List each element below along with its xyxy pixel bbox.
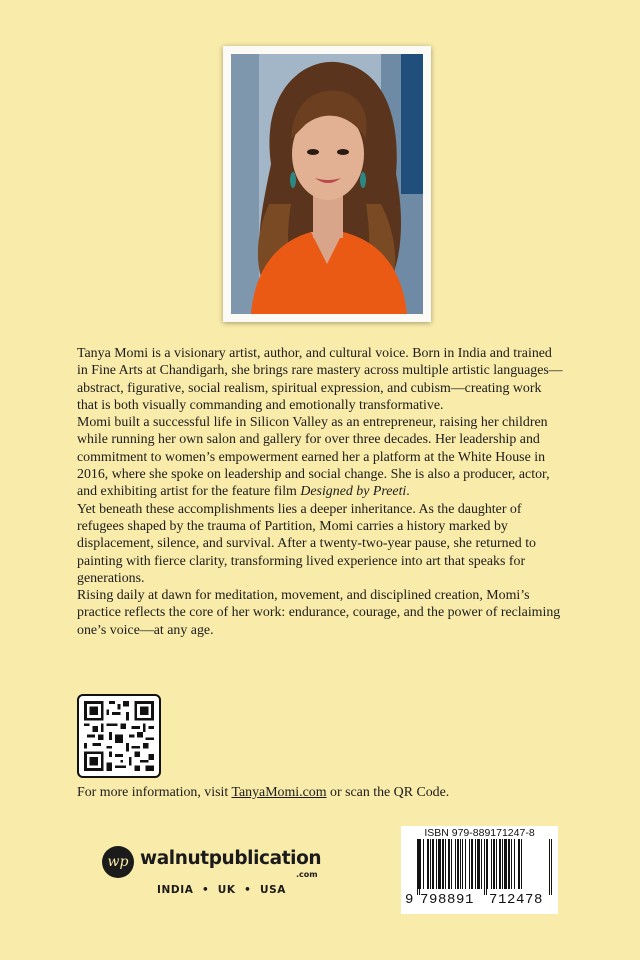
- bio-paragraph-4: Rising daily at dawn for meditation, movement, and disciplined creation, Momi’s practice reflects the core of her work: endurance, courage, and the power of reclaiming one’s voice—at any age.: [77, 588, 561, 638]
- bio-paragraph-3: Yet beneath these accomplishments lies a deeper inheritance. As the daughter of refugees shaped by the trauma of Partition, Momi carries a history marked by displacement, silence, and survival. After a twenty-two-year pause, she returned to painting with fierce clarity, transforming lived experience into art that speaks for generations.: [77, 501, 537, 586]
- isbn-label: ISBN 979-889171247-8: [424, 827, 535, 839]
- more-info-text: For more information, visit TanyaMomi.com or scan the QR Code.: [77, 785, 450, 800]
- bio-paragraph-1: Tanya Momi is a visionary artist, author, and cultural voice. Born in India and trained in Fine Arts at Chandigarh, she brings rare mastery across multiple artistic languages—abstract, figurative, social realism, spiritual expression, and cubism—creating work that is both visually commanding and emotionally transformative.: [77, 346, 563, 413]
- bio-paragraph-2: Momi built a successful life in Silicon Valley as an entrepreneur, raising her children while running her own salon and gallery for over three decades. Her leadership and commitment to women’s empowerment earned her a platform at the White House in 2016, where she spoke on leadership and social change. She is also a producer, actor, and exhibiting artist for the feature film Designed by Preeti.: [77, 415, 550, 500]
- publisher-name: walnutpublication: [140, 848, 322, 869]
- author-bio: [77, 345, 563, 639]
- walnut-logo-icon: wp: [102, 846, 134, 878]
- isbn-barcode: [401, 826, 558, 914]
- author-photo-frame: [223, 46, 431, 322]
- author-photo: [231, 54, 423, 314]
- barcode-right-digits: 712478: [489, 892, 544, 908]
- publisher-logo: [102, 846, 322, 906]
- barcode-bars: [401, 839, 558, 897]
- barcode-left-digits: 798891: [420, 892, 475, 908]
- website-link[interactable]: TanyaMomi.com: [231, 785, 327, 800]
- qr-code[interactable]: [77, 694, 161, 778]
- barcode-lead-digit: 9: [405, 892, 415, 908]
- publisher-domain: .com: [296, 870, 318, 879]
- publisher-regions: INDIA • UK • USA: [157, 884, 286, 896]
- film-title: Designed by Preeti: [300, 484, 407, 500]
